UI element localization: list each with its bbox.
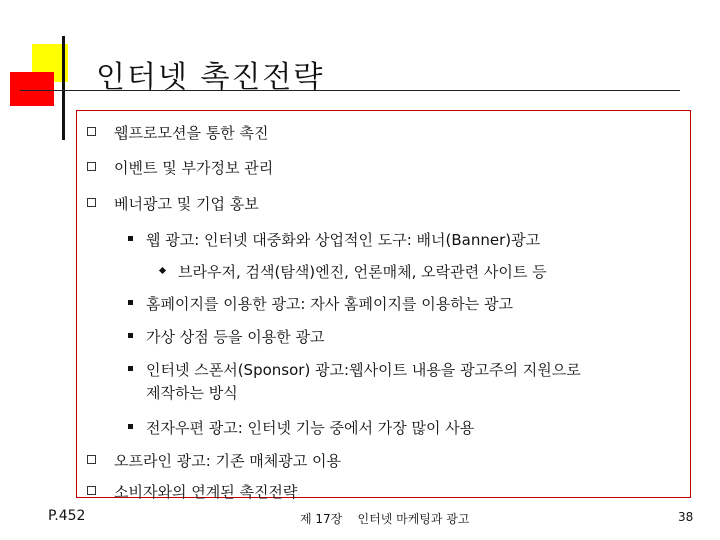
- bullet-item: 베너광고 및 기업 홍보: [114, 195, 259, 213]
- square-bullet-icon: [87, 162, 96, 171]
- bullet-item: 웹프로모션을 통한 촉진: [114, 124, 269, 142]
- bullet-item: 이벤트 및 부가정보 관리: [114, 159, 274, 177]
- square-bullet-icon: [87, 455, 96, 464]
- sub-bullet-item: 전자우편 광고: 인터넷 기능 중에서 가장 많이 사용: [146, 419, 475, 437]
- page-number: 38: [678, 510, 694, 524]
- page-reference: P.452: [48, 508, 86, 524]
- bullet-item: 오프라인 광고: 기존 매체광고 이용: [114, 452, 341, 470]
- filled-square-bullet-icon: [128, 424, 133, 429]
- chapter-label: 제 17장 인터넷 마케팅과 광고: [300, 512, 470, 526]
- decor-vertical-line: [62, 36, 65, 140]
- filled-square-bullet-icon: [128, 236, 133, 241]
- bullet-item: 소비자와의 연계된 촉진전략: [114, 483, 298, 501]
- decor-red-block: [10, 72, 54, 106]
- square-bullet-icon: [87, 198, 96, 207]
- sub-bullet-item: 인터넷 스폰서(Sponsor) 광고:웹사이트 내용을 광고주의 지원으로: [146, 361, 581, 379]
- sub-bullet-continuation: 제작하는 방식: [146, 384, 238, 402]
- slide-title: 인터넷 촉진전략: [96, 60, 325, 95]
- filled-square-bullet-icon: [128, 333, 133, 338]
- square-bullet-icon: [87, 486, 96, 495]
- sub-bullet-item: 가상 상점 등을 이용한 광고: [146, 328, 325, 346]
- square-bullet-icon: [87, 127, 96, 136]
- sub-sub-bullet-item: 브라우저, 검색(탐색)엔진, 언론매체, 오락관련 사이트 등: [178, 263, 547, 281]
- filled-square-bullet-icon: [128, 366, 133, 371]
- sub-bullet-item: 홈페이지를 이용한 광고: 자사 홈페이지를 이용하는 광고: [146, 295, 513, 313]
- sub-bullet-item: 웹 광고: 인터넷 대중화와 상업적인 도구: 배너(Banner)광고: [146, 231, 541, 249]
- filled-square-bullet-icon: [128, 300, 133, 305]
